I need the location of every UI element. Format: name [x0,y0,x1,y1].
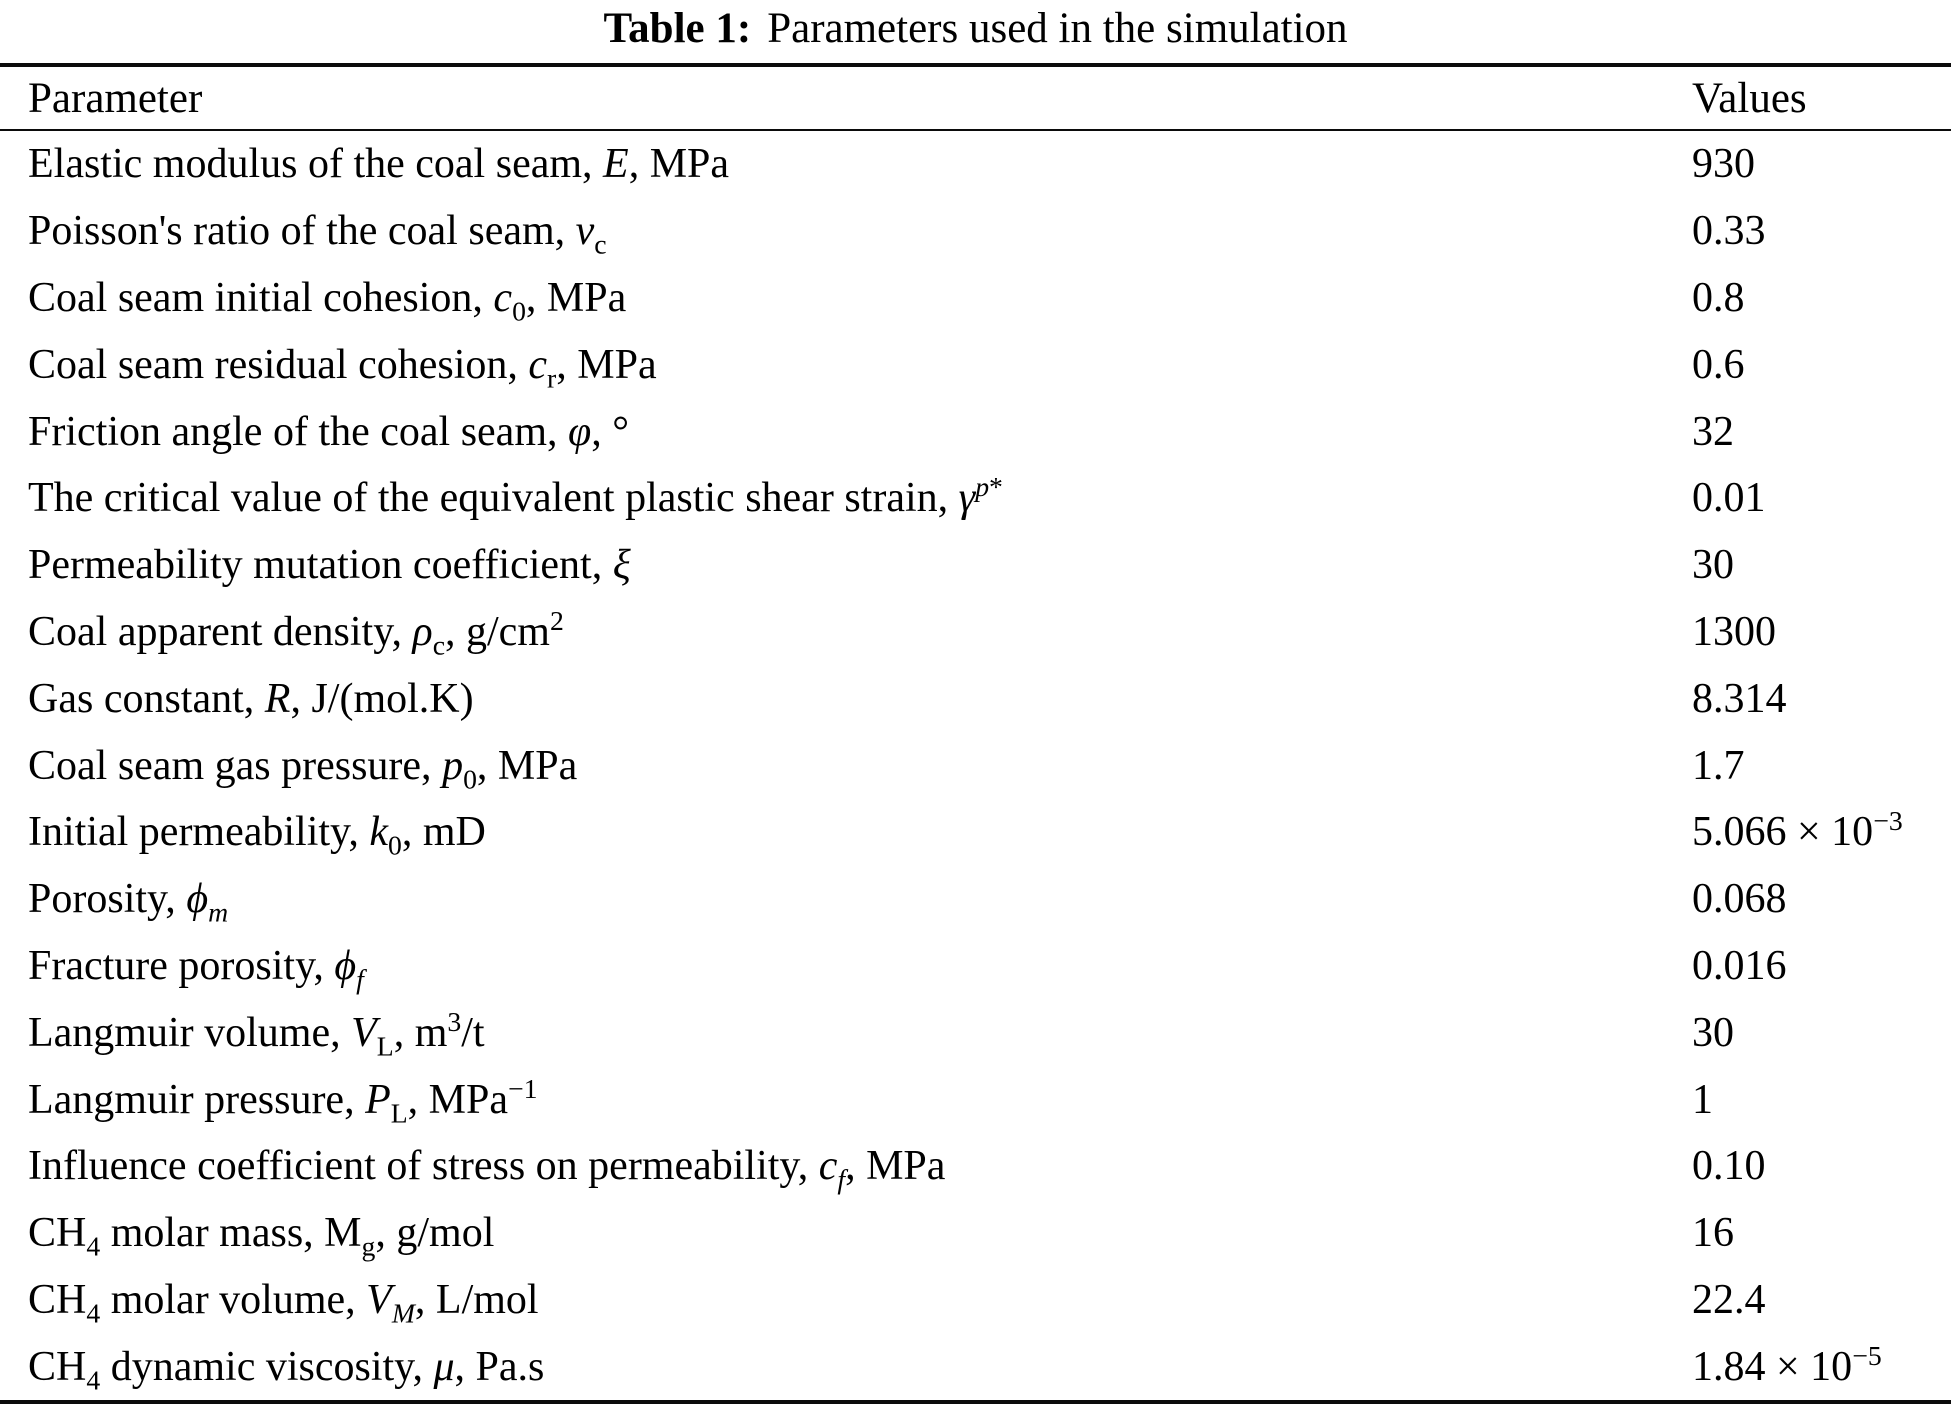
table-row [0,1066,1951,1133]
parameter-cell: Porosity, $\phi_m$ [28,876,229,928]
table-title-label: Table 1: [603,5,752,52]
parameter-cell: Poisson's ratio of the coal seam, $v_c$ [28,208,607,260]
parameter-cell: $CH_4$ molar volume, $V_M$, L/mol [28,1276,539,1329]
table-row [0,331,1951,398]
parameter-cell: Friction angle of the coal seam, φ, ° [28,408,630,455]
table-row [0,999,1951,1066]
value-cell: 0.016 [1692,942,1787,989]
table-row [0,130,1951,198]
value-cell: 0.33 [1692,208,1766,255]
parameter-cell: $CH_4$ molar mass, $M_g$, g/mol [28,1210,495,1262]
table-title [0,0,1951,62]
table-row [0,799,1951,866]
value-cell: 1300 [1692,608,1776,655]
value-cell: 1.7 [1692,742,1745,789]
value-cell: 22.4 [1692,1276,1766,1323]
table-row [0,866,1951,933]
table-row [0,665,1951,732]
table-row [0,265,1951,332]
parameter-cell: Coal apparent density, $\rho_c$, $g/cm^2$ [28,604,564,661]
table-row [0,1133,1951,1200]
parameters-table [0,63,1951,1404]
parameter-cell: Langmuir pressure, $P_L$, MPa$^{-1}$ [28,1072,538,1128]
value-cell: 8.314 [1692,675,1787,722]
table-row [0,465,1951,532]
value-cell: 0.068 [1692,876,1787,923]
table-row [0,599,1951,666]
value-cell: 30 [1692,1009,1734,1056]
parameter-cell: Langmuir volume, $V_L$, $m^3/t$ [28,1005,485,1062]
parameter-cell: Gas constant, R, J/(mol.K) [28,675,474,722]
table-row [0,1333,1951,1402]
parameter-cell: Influence coefficient of stress on permeability, $c_f$, MPa [28,1143,946,1195]
value-cell: 32 [1692,408,1734,455]
table-body [0,130,1951,1402]
value-cell: 0.01 [1692,475,1766,522]
parameter-cell: Permeability mutation coefficient, ξ [28,542,631,589]
column-header-values: Values [1690,65,1951,130]
parameter-cell: The critical value of the equivalent plastic shear strain, $\gamma^{p*}$ [28,471,1003,522]
table-row [0,532,1951,599]
table-header [0,65,1951,130]
parameter-cell: Coal seam residual cohesion, $c_r$, MPa [28,341,657,394]
value-cell: 0.6 [1692,341,1745,388]
table-row [0,933,1951,1000]
table-title-text: Parameters used in the simulation [767,5,1348,52]
value-cell: $1.84 \times 10^{-5}$ [1692,1339,1882,1390]
header-row [0,65,1951,130]
value-cell: 930 [1692,141,1755,188]
value-cell: 30 [1692,542,1734,589]
parameter-cell: Initial permeability, $k_0$, mD [28,809,486,861]
value-cell: 1 [1692,1076,1713,1123]
parameter-cell: Fracture porosity, $\phi_f$ [28,942,364,995]
table-row [0,1200,1951,1267]
parameter-cell: Elastic modulus of the coal seam, E, MPa [28,141,730,188]
parameter-cell: Coal seam gas pressure, $p_0$, MPa [28,742,578,794]
table-row [0,198,1951,265]
value-cell: $5.066 \times 10^{-3}$ [1692,805,1903,856]
value-cell: 16 [1692,1210,1734,1257]
parameter-cell: Coal seam initial cohesion, $c_0$, MPa [28,274,627,327]
parameter-cell: $CH_4$ dynamic viscosity, μ, Pa.s [28,1343,545,1396]
table-row [0,1267,1951,1334]
column-header-parameter: Parameter [0,65,1690,130]
value-cell: 0.10 [1692,1143,1766,1190]
table-row [0,732,1951,799]
value-cell: 0.8 [1692,274,1745,321]
table-row [0,398,1951,465]
